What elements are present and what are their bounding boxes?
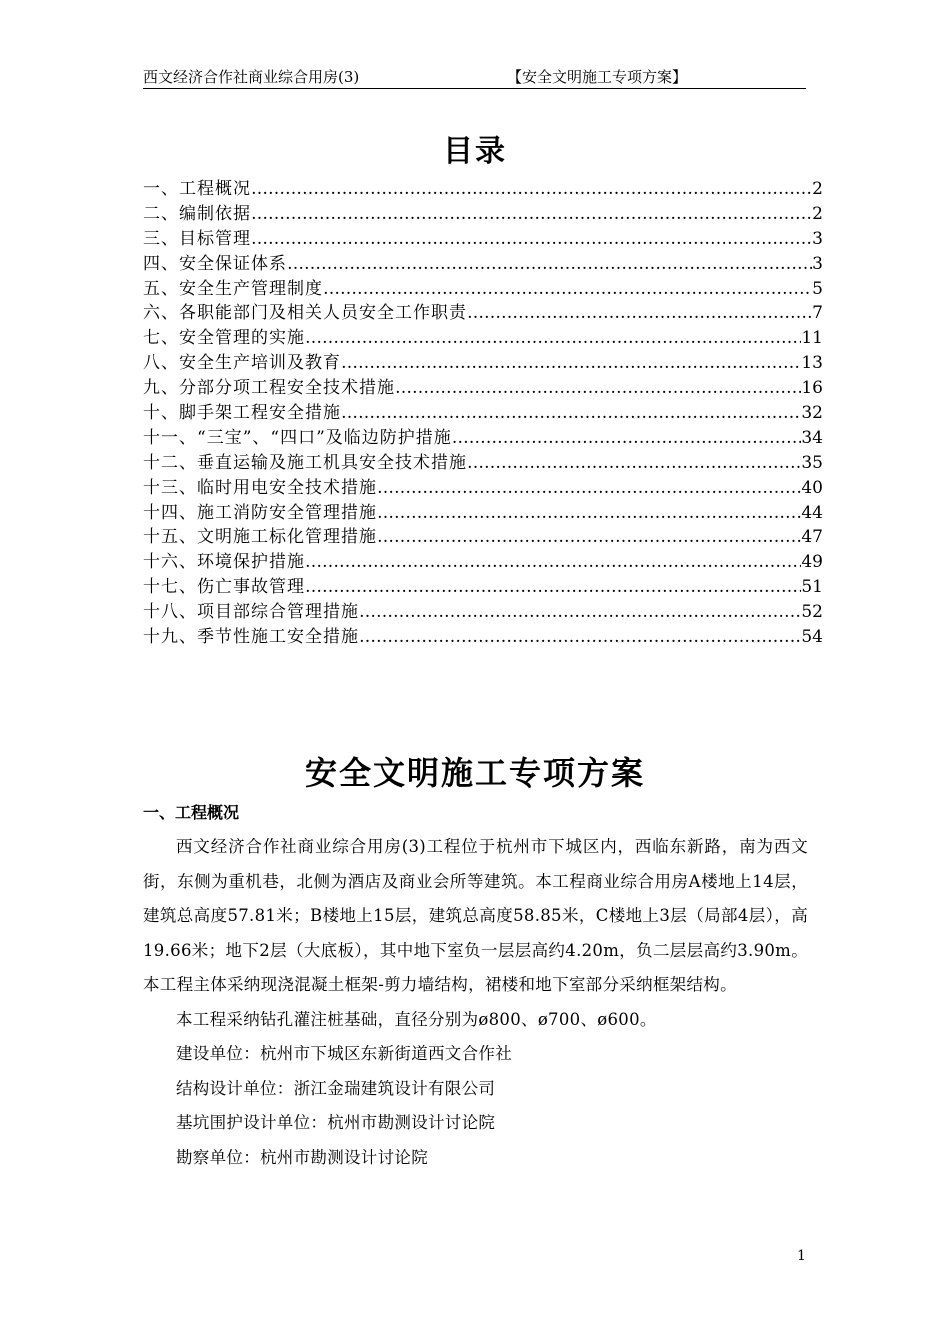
toc-entry-page: 34 (801, 427, 823, 448)
toc-entry-page: 52 (801, 602, 823, 623)
toc-entry-number: 六、 (143, 303, 179, 324)
toc-entry-number: 十七、 (143, 577, 197, 598)
toc-entry (143, 373, 823, 398)
toc-entry-number: 十二、 (143, 452, 197, 473)
toc-entry-title: 安全管理的实施 (179, 328, 305, 349)
toc-leader-dots (377, 527, 801, 547)
toc-entry-page: 2 (812, 203, 823, 224)
toc-entry-number: 一、 (143, 179, 179, 199)
toc-entry-page: 32 (801, 403, 823, 424)
toc-entry (143, 249, 823, 274)
body-paragraph: 建设单位：杭州市下城区东新街道西文合作社 (176, 1044, 512, 1063)
toc-leader-dots (305, 577, 801, 597)
toc-entry-number: 十六、 (143, 552, 197, 573)
toc-entry (143, 348, 823, 373)
toc-entry (143, 323, 823, 348)
toc-leader-dots (323, 279, 812, 299)
toc-entry-page: 44 (801, 502, 823, 523)
toc-entry-title: 目标管理 (179, 228, 251, 249)
toc-leader-dots (359, 627, 801, 647)
toc-leader-dots (341, 403, 801, 423)
toc-entry (143, 224, 823, 249)
toc-entry-title: “三宝”、“四口”及临边防护措施 (197, 427, 452, 448)
page-number: 1 (797, 1248, 806, 1264)
toc-entry-number: 二、 (143, 203, 179, 224)
toc-entry-page: 2 (812, 179, 823, 199)
toc-entry (143, 448, 823, 473)
toc-entry-page: 3 (812, 228, 823, 249)
toc-entry-page: 49 (801, 552, 823, 573)
toc-entry-number: 三、 (143, 228, 179, 249)
toc-entry-page: 47 (801, 527, 823, 548)
toc-leader-dots (251, 229, 812, 249)
toc-entry-number: 五、 (143, 278, 179, 299)
document-title: 安全文明施工专项方案 (304, 754, 645, 792)
toc-entry-title: 环境保护措施 (197, 552, 305, 573)
toc-entry-title: 垂直运输及施工机具安全技术措施 (197, 452, 467, 473)
toc-entry-title: 安全生产培训及教育 (179, 353, 341, 374)
toc-entry-title: 项目部综合管理措施 (197, 602, 359, 623)
toc-entry (143, 498, 823, 523)
section-body (143, 830, 808, 1175)
toc-entry-title: 编制依据 (179, 203, 251, 224)
toc-leader-dots (377, 478, 801, 498)
header-project-name: 西文经济合作社商业综合用房(3) (143, 68, 360, 86)
body-paragraph: 基坑围护设计单位：杭州市勘测设计讨论院 (176, 1113, 496, 1132)
header-document-title: 【安全文明施工专项方案】 (507, 68, 688, 86)
toc-entry-number: 十三、 (143, 477, 197, 498)
toc-leader-dots (467, 453, 801, 473)
toc-entry-page: 16 (801, 378, 823, 399)
toc-entry-page: 35 (801, 452, 823, 473)
toc-entry (143, 473, 823, 498)
body-paragraph: 本工程采纳钻孔灌注桩基础，直径分别为ø800、ø700、ø600。 (176, 1009, 657, 1029)
toc-entry-number: 十四、 (143, 502, 197, 523)
toc-entry-title: 安全生产管理制度 (179, 278, 323, 299)
toc-leader-dots (377, 503, 801, 523)
toc-title: 目录 (443, 134, 507, 169)
toc-entry-page: 3 (812, 253, 823, 274)
toc-entry-title: 脚手架工程安全措施 (179, 403, 341, 424)
page-header (143, 66, 806, 89)
toc-leader-dots (251, 179, 812, 199)
toc-entry-page: 51 (801, 577, 823, 598)
toc-entry-title: 临时用电安全技术措施 (197, 477, 377, 498)
toc-entry-number: 十八、 (143, 602, 197, 623)
toc-entry (143, 274, 823, 299)
toc-leader-dots (287, 254, 812, 274)
toc-entry-page: 54 (801, 627, 823, 648)
toc-entry (143, 298, 823, 323)
toc-entry-number: 四、 (143, 253, 179, 274)
toc-entry-page: 40 (801, 477, 823, 498)
toc-entry-number: 十一、 (143, 427, 197, 448)
toc-entry-title: 工程概况 (179, 179, 251, 199)
toc-leader-dots (305, 328, 801, 348)
toc-entry (143, 174, 823, 199)
toc-entry (143, 622, 823, 647)
toc-entry (143, 398, 823, 423)
toc-entry (143, 572, 823, 597)
toc-entry (143, 522, 823, 547)
toc-entry-page: 7 (812, 303, 823, 324)
toc-entry-title: 各职能部门及相关人员安全工作职责 (179, 303, 467, 324)
toc-leader-dots (305, 552, 801, 572)
table-of-contents (143, 174, 823, 647)
toc-leader-dots (452, 428, 802, 448)
toc-entry-number: 十九、 (143, 627, 197, 648)
toc-entry-number: 九、 (143, 378, 179, 399)
toc-entry-number: 十、 (143, 403, 179, 424)
toc-leader-dots (341, 353, 801, 373)
toc-leader-dots (251, 204, 812, 224)
toc-entry-page: 5 (812, 278, 823, 299)
toc-entry-title: 文明施工标化管理措施 (197, 527, 377, 548)
toc-entry-title: 安全保证体系 (179, 253, 287, 274)
toc-entry-title: 伤亡事故管理 (197, 577, 305, 598)
toc-entry-page: 13 (801, 353, 823, 374)
toc-entry (143, 597, 823, 622)
body-paragraph: 结构设计单位：浙江金瑞建筑设计有限公司 (176, 1078, 496, 1098)
toc-entry (143, 423, 823, 448)
toc-leader-dots (467, 303, 812, 323)
toc-entry-number: 八、 (143, 353, 179, 374)
toc-entry (143, 547, 823, 572)
toc-leader-dots (395, 378, 801, 398)
toc-entry-number: 七、 (143, 328, 179, 349)
section-heading: 一、工程概况 (143, 803, 240, 822)
toc-entry-title: 分部分项工程安全技术措施 (179, 378, 395, 399)
toc-entry-page: 11 (801, 328, 823, 349)
toc-leader-dots (359, 602, 801, 622)
body-paragraph: 西文经济合作社商业综合用房(3)工程位于杭州市下城区内，西临东新路，南为西文街，东侧为重机巷，北侧为酒店及商业会所等建筑。本工程商业综合用房A楼地上14层，建筑总高度57.81米；B楼地上15层，建筑总高度58.85米，C楼地上3层（局部4层），高19.66米；地下2层（大底板），其中地下室负一层层高约4.20m，负二层层高约3.90m。本工程主体采纳现浇混凝土框架-剪力墙结构，裙楼和地下室部分采纳框架结构。 (143, 837, 808, 994)
toc-entry-title: 季节性施工安全措施 (197, 627, 359, 648)
toc-entry-title: 施工消防安全管理措施 (197, 502, 377, 523)
toc-entry (143, 199, 823, 224)
body-paragraph: 勘察单位：杭州市勘测设计讨论院 (176, 1147, 428, 1167)
toc-entry-number: 十五、 (143, 527, 197, 548)
